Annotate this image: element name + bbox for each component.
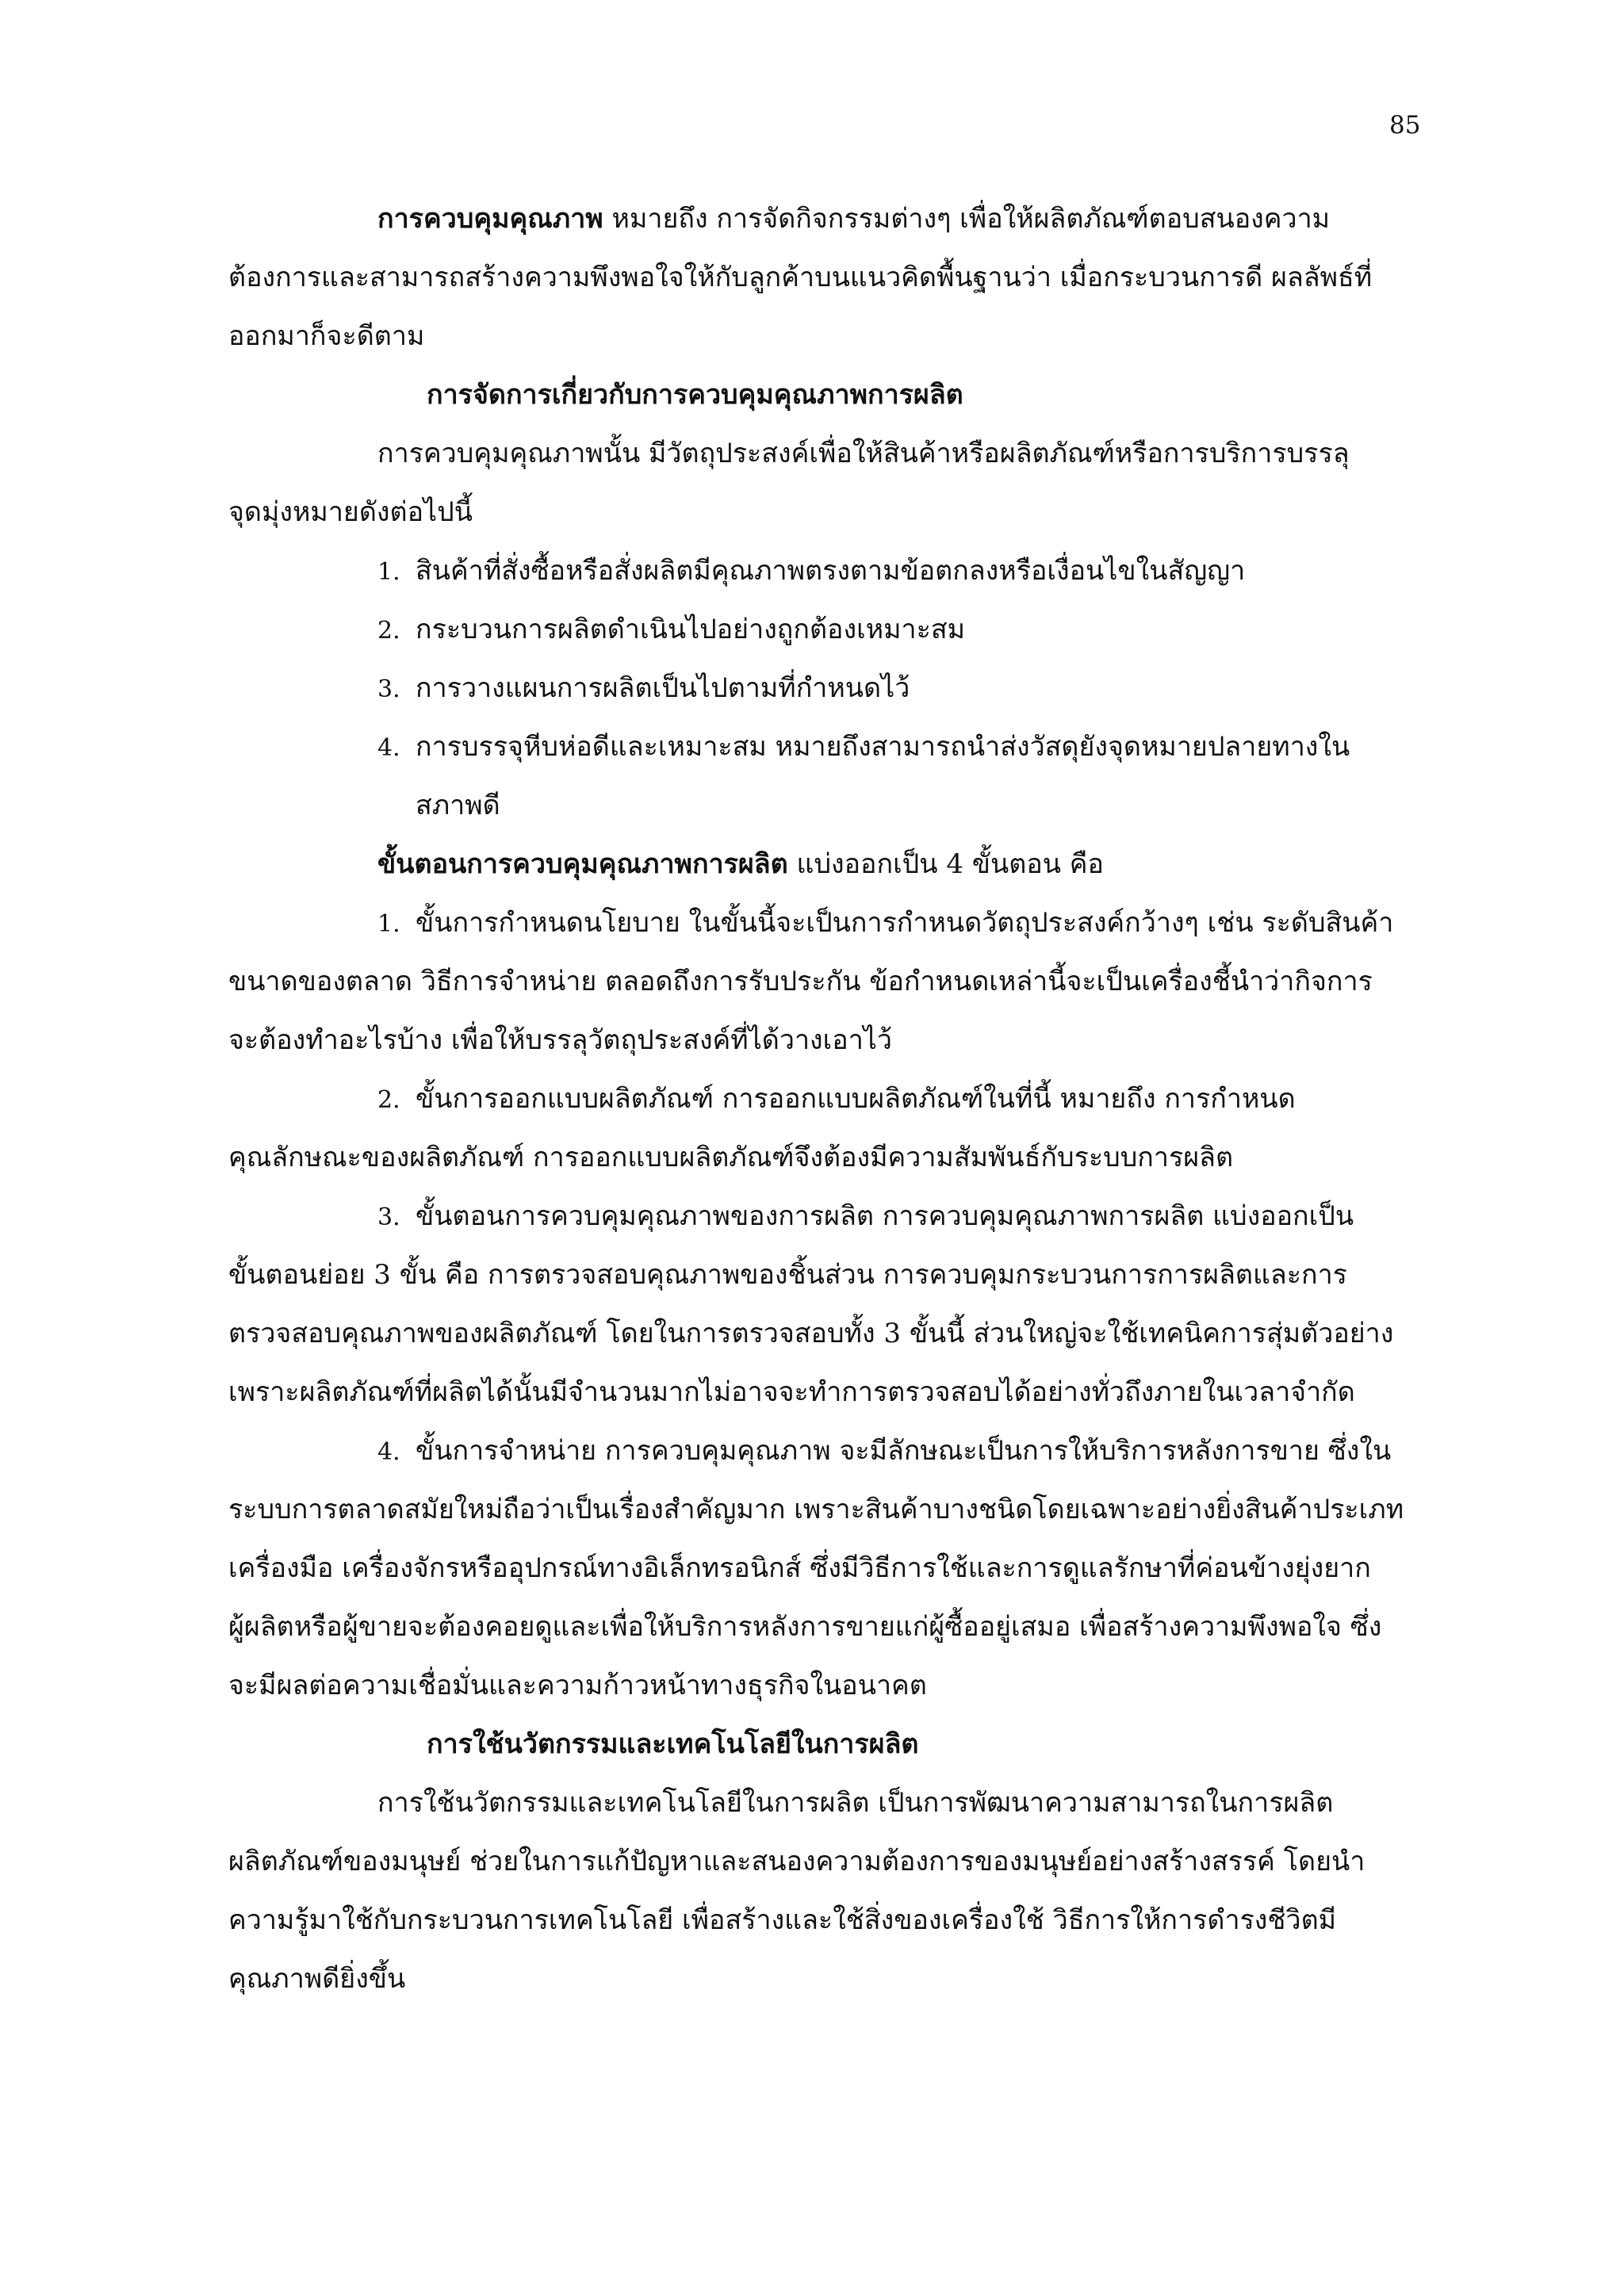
- paragraph-quality-control-line-2: ต้องการและสามารถสร้างความพึงพอใจให้กับลูกค้าบนแนวคิดพื้นฐานว่า เมื่อกระบวนการดี ผลลัพธ์ที่: [228, 262, 1373, 293]
- list-item-continuation: สภาพดี: [416, 790, 500, 821]
- list-text: การวางแผนการผลิตเป็นไปตามที่กำหนดไว้: [416, 672, 910, 704]
- list-number: 1.: [377, 558, 400, 586]
- step-1-line-3: จะต้องทำอะไรบ้าง เพื่อให้บรรลุวัตถุประสงค์ที่ได้วางเอาไว้: [228, 1024, 892, 1056]
- definition-text: หมายถึง การจัดกิจกรรมต่างๆ เพื่อให้ผลิตภัณฑ์ตอบสนองความ: [603, 203, 1331, 235]
- paragraph-objectives-line-1: การควบคุมคุณภาพนั้น มีวัตถุประสงค์เพื่อให้สินค้าหรือผลิตภัณฑ์หรือการบริการบรรลุ: [377, 438, 1350, 469]
- list-item: [377, 726, 1440, 767]
- step-3-line-3: ตรวจสอบคุณภาพของผลิตภัณฑ์ โดยในการตรวจสอบทั้ง 3 ขั้นนี้ ส่วนใหญ่จะใช้เทคนิคการสุ่มตัวอย่าง: [228, 1318, 1394, 1349]
- list-number: 3.: [377, 675, 400, 703]
- step-number: 3.: [377, 1203, 400, 1231]
- step-text: ขั้นการจำหน่าย การควบคุมคุณภาพ จะมีลักษณะเป็นการให้บริการหลังการขาย ซึ่งใน: [416, 1435, 1392, 1467]
- step-3-line-2: ขั้นตอนย่อย 3 ขั้น คือ การตรวจสอบคุณภาพของชิ้นส่วน การควบคุมกระบวนการการผลิตและการ: [228, 1259, 1347, 1291]
- heading-production-steps-rest: แบ่งออกเป็น 4 ขั้นตอน คือ: [787, 848, 1104, 880]
- step-1-line-1: [377, 902, 1440, 943]
- list-text: กระบวนการผลิตดำเนินไปอย่างถูกต้องเหมาะสม: [416, 614, 966, 645]
- step-4-line-2: ระบบการตลาดสมัยใหม่ถือว่าเป็นเรื่องสำคัญมาก เพราะสินค้าบางชนิดโดยเฉพาะอย่างยิ่งสินค้าประเภท: [228, 1494, 1404, 1525]
- step-2-line-1: [377, 1078, 1440, 1119]
- step-1-line-2: ขนาดของตลาด วิธีการจำหน่าย ตลอดถึงการรับประกัน ข้อกำหนดเหล่านี้จะเป็นเครื่องชี้นำว่ากิจการ: [228, 966, 1373, 997]
- step-4-line-3: เครื่องมือ เครื่องจักรหรืออุปกรณ์ทางอิเล็กทรอนิกส์ ซึ่งมีวิธีการใช้และการดูแลรักษาที่ค่อนข้างยุ่งยาก: [228, 1552, 1371, 1584]
- step-text: ขั้นการกำหนดนโยบาย ในขั้นนี้จะเป็นการกำหนดวัตถุประสงค์กว้างๆ เช่น ระดับสินค้า: [416, 907, 1394, 939]
- paragraph-innovation-line-2: ผลิตภัณฑ์ของมนุษย์ ช่วยในการแก้ปัญหาและสนองความต้องการของมนุษย์อย่างสร้างสรรค์ โดยนำ: [228, 1846, 1365, 1877]
- heading-production-steps-bold: ขั้นตอนการควบคุมคุณภาพการผลิต: [377, 848, 788, 880]
- paragraph-innovation-line-3: ความรู้มาใช้กับกระบวนการเทคโนโลยี เพื่อสร้างและใช้สิ่งของเครื่องใช้ วิธีการให้การดำรงชีวิตมี: [228, 1904, 1337, 1936]
- term-quality-control: การควบคุมคุณภาพ: [377, 203, 603, 235]
- step-number: 1.: [377, 910, 400, 938]
- step-text: ขั้นการออกแบบผลิตภัณฑ์ การออกแบบผลิตภัณฑ์ในที่นี้ หมายถึง การกำหนด: [416, 1083, 1296, 1115]
- list-text: การบรรจุหีบห่อดีและเหมาะสม หมายถึงสามารถนำส่งวัสดุยังจุดหมายปลายทางใน: [416, 731, 1350, 763]
- step-number: 4.: [377, 1438, 400, 1466]
- list-number: 4.: [377, 734, 400, 762]
- step-text: ขั้นตอนการควบคุมคุณภาพของการผลิต การควบคุมคุณภาพการผลิต แบ่งออกเป็น: [416, 1200, 1354, 1232]
- heading-production-steps: [377, 844, 1440, 885]
- step-number: 2.: [377, 1086, 400, 1114]
- list-item: [377, 609, 1440, 650]
- paragraph-objectives-line-2: จุดมุ่งหมายดังต่อไปนี้: [228, 496, 473, 528]
- step-2-line-2: คุณลักษณะของผลิตภัณฑ์ การออกแบบผลิตภัณฑ์จึงต้องมีความสัมพันธ์กับระบบการผลิต: [228, 1142, 1234, 1173]
- step-4-line-4: ผู้ผลิตหรือผู้ขายจะต้องคอยดูและเพื่อให้บริการหลังการขายแก่ผู้ซื้ออยู่เสมอ เพื่อสร้างความพึงพอใจ ซึ่ง: [228, 1611, 1382, 1643]
- list-number: 2.: [377, 617, 400, 645]
- step-4-line-1: [377, 1430, 1440, 1471]
- paragraph-quality-control-line-1: [377, 198, 1440, 239]
- step-3-line-1: [377, 1196, 1440, 1237]
- paragraph-innovation-line-4: คุณภาพดียิ่งขึ้น: [228, 1963, 406, 1995]
- list-item: [377, 550, 1440, 591]
- heading-innovation-technology: การใช้นวัตกรรมและเทคโนโลยีในการผลิต: [427, 1728, 919, 1760]
- paragraph-quality-control-line-3: ออกมาก็จะดีตาม: [228, 320, 425, 352]
- paragraph-innovation-line-1: การใช้นวัตกรรมและเทคโนโลยีในการผลิต เป็นการพัฒนาความสามารถในการผลิต: [377, 1787, 1334, 1819]
- page-number: 85: [1389, 111, 1421, 140]
- list-item: [377, 668, 1440, 709]
- step-3-line-4: เพราะผลิตภัณฑ์ที่ผลิตได้นั้นมีจำนวนมากไม่อาจจะทำการตรวจสอบได้อย่างทั่วถึงภายในเวลาจำกัด: [228, 1376, 1355, 1408]
- step-4-line-5: จะมีผลต่อความเชื่อมั่นและความก้าวหน้าทางธุรกิจในอนาคต: [228, 1670, 927, 1701]
- heading-quality-management: การจัดการเกี่ยวกับการควบคุมคุณภาพการผลิต: [427, 379, 963, 411]
- list-text: สินค้าที่สั่งซื้อหรือสั่งผลิตมีคุณภาพตรงตามข้อตกลงหรือเงื่อนไขในสัญญา: [416, 555, 1246, 587]
